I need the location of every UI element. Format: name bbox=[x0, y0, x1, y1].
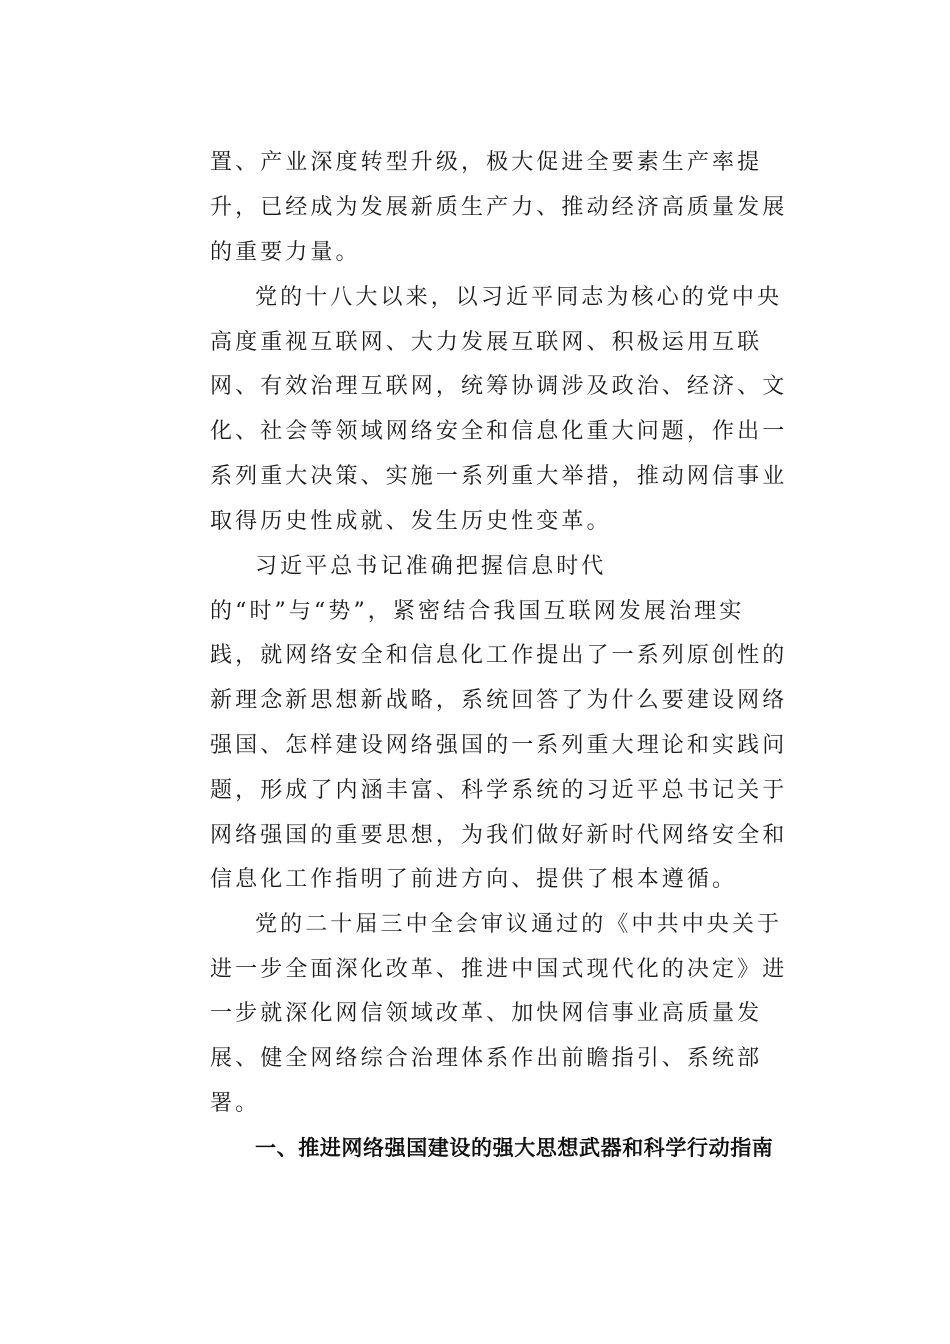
paragraph-3-line-4: 新理念新思想新战略，系统回答了为什么要建设网络 bbox=[210, 688, 788, 713]
paragraph-2-line-6: 取得历史性成就、发生历史性变革。 bbox=[210, 509, 612, 534]
paragraph-1-line-3: 的重要力量。 bbox=[210, 240, 361, 265]
paragraph-2-line-1: 党的十八大以来，以习近平同志为核心的党中央 bbox=[255, 285, 783, 310]
paragraph-4-line-3: 一步就深化网信领域改革、加快网信事业高质量发 bbox=[210, 1001, 763, 1026]
paragraph-4-line-1: 党的二十届三中全会审议通过的《中共中央关于 bbox=[255, 912, 783, 937]
paragraph-2-line-3: 网、有效治理互联网，统筹协调涉及政治、经济、文 bbox=[210, 374, 788, 399]
section-heading: 一、推进网络强国建设的强大思想武器和科学行动指南 bbox=[255, 1136, 774, 1160]
paragraph-3-line-5: 强国、怎样建设网络强国的一系列重大理论和实践问 bbox=[210, 733, 788, 758]
paragraph-2-line-5: 系列重大决策、实施一系列重大举措，推动网信事业 bbox=[210, 464, 788, 489]
paragraph-3-line-7: 网络强国的重要思想，为我们做好新时代网络安全和 bbox=[210, 823, 788, 848]
paragraph-4-line-5: 署。 bbox=[210, 1091, 261, 1116]
paragraph-3-line-8: 信息化工作指明了前进方向、提供了根本遵循。 bbox=[210, 867, 738, 892]
paragraph-1-line-2: 升，已经成为发展新质生产力、推动经济高质量发展 bbox=[210, 195, 788, 220]
paragraph-2-line-2: 高度重视互联网、大力发展互联网、积极运用互联 bbox=[210, 330, 763, 355]
paragraph-3-line-2: 的“时”与“势”，紧密结合我国互联网发展治理实 bbox=[210, 599, 745, 624]
paragraph-4-line-4: 展、健全网络综合治理体系作出前瞻指引、系统部 bbox=[210, 1046, 763, 1071]
paragraph-2-line-4: 化、社会等领域网络安全和信息化重大问题，作出一 bbox=[210, 419, 788, 444]
paragraph-1-line-1: 置、产业深度转型升级，极大促进全要素生产率提 bbox=[210, 150, 763, 175]
paragraph-3-line-3: 践，就网络安全和信息化工作提出了一系列原创性的 bbox=[210, 643, 788, 668]
paragraph-3-line-6: 题，形成了内涵丰富、科学系统的习近平总书记关于 bbox=[210, 778, 788, 803]
paragraph-4-line-2: 进一步全面深化改革、推进中国式现代化的决定》进 bbox=[210, 957, 788, 982]
paragraph-3-line-1: 习近平总书记准确把握信息时代 bbox=[255, 554, 607, 579]
